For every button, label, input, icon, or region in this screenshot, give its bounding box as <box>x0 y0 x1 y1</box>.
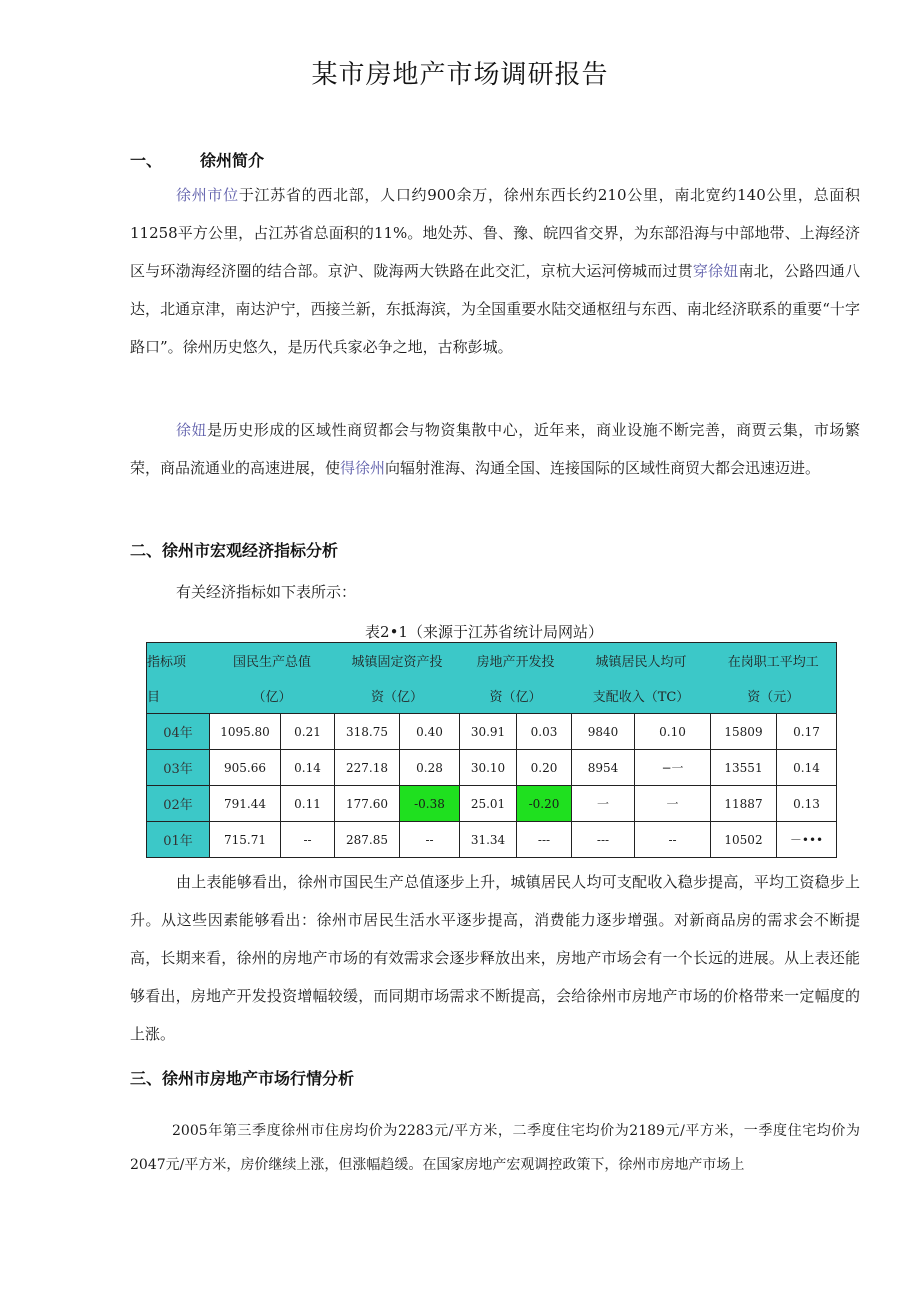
value-cell: −一 <box>635 750 711 786</box>
value-cell: 0.17 <box>777 714 837 750</box>
table-header-cell: 资（亿） <box>335 678 460 714</box>
value-cell: --- <box>572 822 635 858</box>
table-header-cell: 房地产开发投 <box>460 643 572 679</box>
year-cell: 01年 <box>147 822 210 858</box>
value-cell: 318.75 <box>335 714 400 750</box>
value-cell: 791.44 <box>210 786 281 822</box>
value-cell: 905.66 <box>210 750 281 786</box>
table-header-cell: 在岗职工平均工 <box>711 643 837 679</box>
value-cell: -- <box>635 822 711 858</box>
table-header-row <box>147 678 837 714</box>
year-cell: 04年 <box>147 714 210 750</box>
value-cell: 0.14 <box>281 750 335 786</box>
table-header-row <box>147 643 837 679</box>
value-cell: 9840 <box>572 714 635 750</box>
table-header-cell: 资（元） <box>711 678 837 714</box>
year-cell: 03年 <box>147 750 210 786</box>
value-cell: 30.91 <box>460 714 517 750</box>
table-header-cell: 城镇居民人均可 <box>572 643 711 679</box>
highlighted-value-cell: -0.20 <box>517 786 572 822</box>
intro-paragraph-1 <box>130 176 860 366</box>
highlighted-value-cell: -0.38 <box>400 786 460 822</box>
market-paragraph: 2005年第三季度徐州市住房均价为2283元/平方米，二季度住宅均价为2189元/平方米，一季度住宅均价为2047元/平方米，房价继续上涨，但涨幅趋缓。在国家房地产宏观调控政策下，徐州市房地产市场上 <box>130 1123 860 1173</box>
intro-paragraph-2 <box>130 411 860 487</box>
paragraph-text: 是历史形成的区域性商贸都会与物资集散中心，近年来，商业设施不断完善，商贾云集，市场繁荣，商品流通业的高速进展，使 <box>130 421 860 477</box>
value-cell: 10502 <box>711 822 777 858</box>
paragraph-text: 向辐射淮海、沟通全国、连接国际的区域性商贸大都会迅速迈进。 <box>385 459 821 477</box>
document-title: 某市房地产市场调研报告 <box>311 60 609 90</box>
value-cell: -- <box>281 822 335 858</box>
value-cell: 287.85 <box>335 822 400 858</box>
value-cell: -- <box>400 822 460 858</box>
table-row <box>147 822 837 858</box>
table-header-cell: （亿） <box>210 678 335 714</box>
value-cell: 177.60 <box>335 786 400 822</box>
inline-link[interactable]: 徐州市位 <box>176 186 239 204</box>
paragraph-text: 于江苏省的西北部，人口约900余万，徐州东西长约210公里，南北宽约140公里，总面积11258平方公里，占江苏省总面积的11%。地处苏、鲁、豫、皖四省交界，为东部沿海与中部地带、上海经济区与环渤海经济圈的结合部。京沪、陇海两大铁路在此交汇，京杭大运河傍城而过贯 <box>130 186 860 280</box>
table-header-cell: 资（亿） <box>460 678 572 714</box>
value-cell: 11887 <box>711 786 777 822</box>
table-row <box>147 714 837 750</box>
section-heading-3: 三、徐州市房地产市场行情分析 <box>130 1069 355 1088</box>
value-cell: 0.40 <box>400 714 460 750</box>
section-title: 徐州简介 <box>200 151 265 170</box>
table-row <box>147 750 837 786</box>
value-cell: 0.14 <box>777 750 837 786</box>
value-cell: 25.01 <box>460 786 517 822</box>
value-cell: 0.28 <box>400 750 460 786</box>
value-cell: 31.34 <box>460 822 517 858</box>
table-intro-text: 有关经济指标如下表所示： <box>176 583 357 601</box>
value-cell: 0.03 <box>517 714 572 750</box>
value-cell: 一 <box>572 786 635 822</box>
value-cell: 715.71 <box>210 822 281 858</box>
table-header-cell: 国民生产总值 <box>210 643 335 679</box>
value-cell: 0.21 <box>281 714 335 750</box>
value-cell: 227.18 <box>335 750 400 786</box>
value-cell: 1095.80 <box>210 714 281 750</box>
inline-link[interactable]: 穿徐妞 <box>692 262 739 280</box>
analysis-paragraph: 由上表能够看出，徐州市国民生产总值逐步上升，城镇居民人均可支配收入稳步提高，平均工资稳步上升。从这些因素能够看出：徐州市居民生活水平逐步提高，消费能力逐步增强。对新商品房的需求会不断提高，长期来看，徐州的房地产市场的有效需求会逐步释放出来，房地产市场会有一个长远的进展。从上表还能够看出，房地产开发投资增幅较缓，而同期市场需求不断提高，会给徐州市房地产市场的价格带来一定幅度的上涨。 <box>130 873 860 1043</box>
inline-link[interactable]: 得徐州 <box>340 459 386 477</box>
table-header-cell: 支配收入（TC） <box>572 678 711 714</box>
value-cell: 0.13 <box>777 786 837 822</box>
value-cell: 一 <box>635 786 711 822</box>
table-header-cell: 城镇固定资产投 <box>335 643 460 679</box>
value-cell: －••• <box>777 822 837 858</box>
section-heading-2: 二、徐州市宏观经济指标分析 <box>130 541 339 560</box>
section-heading-1 <box>130 148 264 171</box>
paragraph-text: 南北，公路四通八达，北通京津，南达沪宁，西接兰新，东抵海滨，为全国重要水陆交通枢纽与东西、南北经济联系的重要“十字路口”。徐州历史悠久，是历代兵家必争之地，古称彭城。 <box>130 262 860 356</box>
value-cell: --- <box>517 822 572 858</box>
table-header-cell: 目 <box>147 678 210 714</box>
table-row <box>147 786 837 822</box>
value-cell: 0.20 <box>517 750 572 786</box>
value-cell: 8954 <box>572 750 635 786</box>
table-caption: 表2•1（来源于江苏省统计局网站） <box>365 623 603 641</box>
inline-link[interactable]: 徐妞 <box>176 421 208 439</box>
table-header-cell: 指标项 <box>147 643 210 679</box>
value-cell: 0.11 <box>281 786 335 822</box>
value-cell: 13551 <box>711 750 777 786</box>
value-cell: 30.10 <box>460 750 517 786</box>
economic-indicators-table <box>146 642 837 858</box>
year-cell: 02年 <box>147 786 210 822</box>
value-cell: 15809 <box>711 714 777 750</box>
section-number: 一、 <box>130 151 163 170</box>
value-cell: 0.10 <box>635 714 711 750</box>
